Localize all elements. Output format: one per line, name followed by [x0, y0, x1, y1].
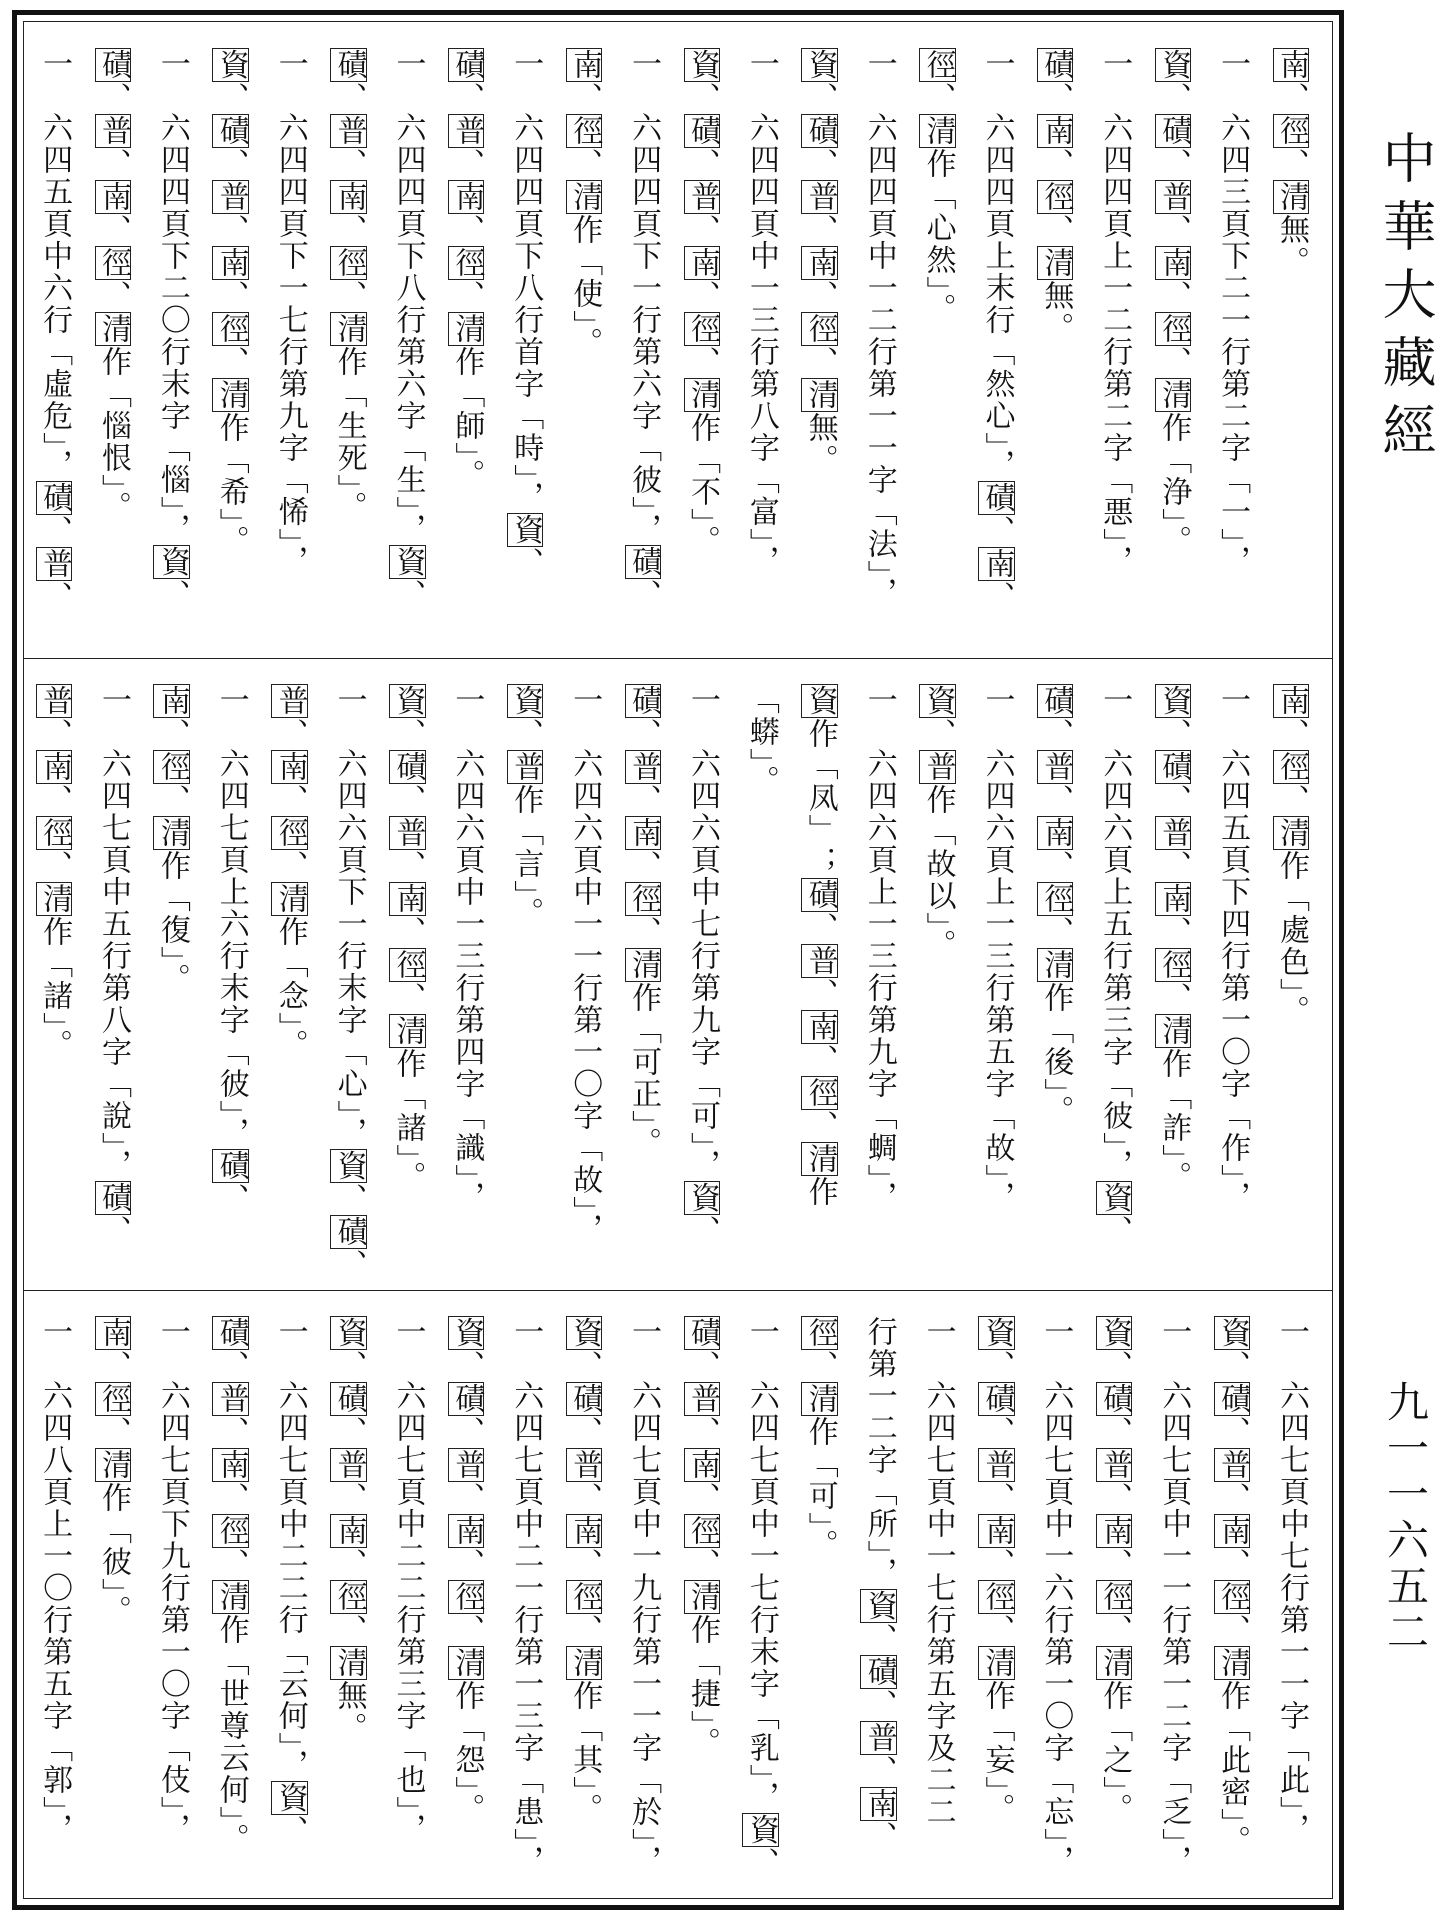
text-column [202, 684, 260, 1215]
text-column [202, 48, 260, 557]
column-text: 一 六四七頁中七行第一一字「此」， [1274, 1316, 1309, 1845]
column-text: 一 六四七頁上六行末字「彼」，磧、 [213, 684, 249, 1215]
panel-top [24, 22, 1332, 659]
text-column [25, 48, 83, 613]
text-column [84, 1316, 142, 1627]
column-text: 一 六四五頁下四行第一〇字「作」， [1215, 684, 1251, 1213]
text-column [496, 1316, 554, 1877]
text-column [614, 48, 672, 611]
panel-bottom [24, 1290, 1332, 1898]
text-column [673, 684, 731, 1247]
text-column [437, 48, 495, 491]
column-text: 磧、普、南、徑、清作「惱恨」。 [96, 49, 131, 523]
text-column [379, 1316, 437, 1845]
column-text: 磧、普、南、徑、清作「生死」。 [331, 49, 367, 523]
text-column [555, 1316, 613, 1825]
column-text: 一 六四六頁下一行末字「心」，資、磧、 [331, 684, 367, 1281]
text-column [1144, 684, 1202, 1193]
text-column [143, 48, 201, 611]
text-column [1085, 48, 1143, 577]
column-text: 一 六四七頁中二二行第三字「也」， [390, 1316, 426, 1845]
text-column [320, 48, 378, 523]
column-text: 一 六四四頁上一二行第二字「悪」， [1097, 48, 1133, 577]
column-text: 資作「凤」；磧、普、南、徑、清作 [802, 685, 838, 1208]
text-column [496, 684, 554, 929]
column-text: 資、磧、普、南、徑、清作「之」。 [1097, 1317, 1133, 1825]
text-column [1026, 48, 1084, 344]
column-text: 一 六四七頁中一六行第一〇字「忘」， [1038, 1316, 1074, 1877]
text-column [1085, 1316, 1143, 1825]
column-text: 普、南、徑、清作「念」。 [272, 685, 308, 1061]
text-column [320, 1316, 378, 1744]
text-column [143, 1316, 201, 1845]
column-text: 資、磧、普、南、徑、清作「妄」。 [979, 1317, 1015, 1825]
text-column [1085, 684, 1143, 1247]
text-column [614, 684, 672, 1159]
column-text: 一 六四三頁下二一行第二字「一」， [1215, 48, 1251, 577]
column-text: 一 六四五頁中六行「虛危」，磧、普、 [37, 48, 73, 613]
column-text: 磧、南、徑、清無。 [1038, 49, 1074, 344]
text-column [791, 684, 849, 1208]
column-text: 一 六四六頁上五行第三字「彼」，資、 [1097, 684, 1133, 1247]
text-column [850, 684, 908, 1213]
text-column [968, 1316, 1026, 1825]
text-column [1203, 48, 1261, 577]
text-column [850, 48, 908, 609]
text-column [437, 1316, 495, 1825]
text-column [1203, 1316, 1261, 1857]
column-text: 「蟒」。 [743, 684, 779, 797]
text-column [1203, 684, 1261, 1213]
column-text: 一 六四六頁上一三行第九字「蜩」， [861, 684, 897, 1213]
text-column [614, 1316, 672, 1877]
column-text: 資、磧、普、南、徑、清作「浄」。 [1156, 49, 1192, 557]
column-text: 一 六四四頁下二〇行末字「惱」，資、 [154, 48, 190, 611]
column-text: 資、磧、普、南、徑、清無。 [331, 1317, 367, 1744]
column-text: 行第一二字「所」，資、磧、普、南、 [861, 1316, 897, 1853]
text-column [379, 48, 437, 611]
column-text: 普、南、徑、清作「諸」。 [37, 685, 73, 1061]
column-text: 一 六四六頁中一一行第一〇字「故」， [567, 684, 603, 1245]
text-column [673, 48, 731, 557]
text-column [732, 1316, 790, 1879]
text-column [1262, 1316, 1320, 1845]
column-text: 一 六四七頁中一一行第一二字「乏」， [1156, 1316, 1192, 1877]
column-text: 資、磧、普、南、徑、清作「希」。 [213, 49, 249, 557]
column-text: 一 六四七頁中一九行第一一字「於」， [626, 1316, 662, 1877]
column-text: 南、徑、清作「復」。 [154, 685, 190, 995]
text-column [673, 1316, 731, 1759]
text-column [143, 684, 201, 995]
column-text: 資、磧、普、南、徑、清作「諸」。 [390, 685, 426, 1193]
column-text: 資、磧、普、南、徑、清作「其」。 [567, 1317, 603, 1825]
text-column [732, 684, 790, 797]
column-text: 資、磧、普、南、徑、清作「此密」。 [1215, 1317, 1251, 1857]
page-inner-frame [23, 21, 1333, 1899]
text-column [1144, 48, 1202, 557]
text-column [791, 48, 849, 476]
text-column [202, 1316, 260, 1855]
column-text: 一 六四七頁下九行第一〇字「伎」， [154, 1316, 190, 1845]
column-text: 南、徑、清無。 [1274, 49, 1309, 278]
text-column [555, 684, 613, 1245]
text-column [1262, 684, 1320, 1027]
text-column [1026, 1316, 1084, 1877]
column-text: 資、磧、普、南、徑、清作「詐」。 [1156, 685, 1192, 1193]
column-text: 一 六四四頁中一二行第一一字「法」， [861, 48, 897, 609]
column-text: 一 六四四頁上末行「然心」，磧、南、 [979, 48, 1015, 613]
text-column [968, 48, 1026, 613]
column-text: 資、普作「故以」。 [920, 685, 956, 961]
text-column [850, 1316, 908, 1853]
column-text: 南、徑、清作「使」。 [567, 49, 603, 359]
text-column [555, 48, 613, 359]
column-text: 磧、普、南、徑、清作「可正」。 [626, 685, 662, 1159]
column-text: 一 六四四頁下八行首字「時」，資、 [508, 48, 544, 579]
column-text: 磧、普、南、徑、清作「世尊云何」。 [213, 1317, 249, 1855]
column-text: 徑、清作「心然」。 [920, 49, 956, 325]
text-column [909, 1316, 967, 1828]
text-column [1144, 1316, 1202, 1877]
text-column [1262, 48, 1320, 278]
text-column [791, 1316, 849, 1561]
text-column [261, 1316, 319, 1847]
text-column [320, 684, 378, 1281]
text-column [437, 684, 495, 1213]
column-text: 一 六四四頁下一七行第九字「悕」， [272, 48, 308, 577]
column-text: 一 六四七頁中一七行第五字及二二 [920, 1316, 956, 1828]
column-text: 資、磧、普、南、徑、清無。 [802, 49, 838, 476]
column-text: 一 六四八頁上一〇行第五字「郭」， [37, 1316, 73, 1845]
text-column [732, 48, 790, 577]
column-text: 一 六四四頁下一行第六字「彼」，磧、 [626, 48, 662, 611]
panel-middle [24, 658, 1332, 1291]
text-column [25, 684, 83, 1061]
column-text: 磧、普、南、徑、清作「師」。 [449, 49, 485, 491]
column-text: 一 六四七頁中二二行「云何」，資、 [272, 1316, 308, 1847]
page-number: 九一一六五二 [1381, 1380, 1430, 1656]
column-text: 資、磧、普、南、徑、清作「怨」。 [449, 1317, 485, 1825]
column-text: 一 六四六頁中一三行第四字「識」， [449, 684, 485, 1213]
column-text: 南、徑、清作「處色」。 [1274, 685, 1309, 1027]
book-title: 中華大藏經 [1374, 130, 1437, 470]
text-column [909, 684, 967, 961]
text-column [84, 48, 142, 523]
text-column [496, 48, 554, 579]
column-text: 一 六四四頁下八行第六字「生」，資、 [390, 48, 426, 611]
column-text: 資、普作「言」。 [508, 685, 544, 929]
page-frame [12, 10, 1344, 1910]
text-column [909, 48, 967, 325]
column-text: 一 六四七頁中五行第八字「說」，磧、 [96, 684, 131, 1247]
text-column [968, 684, 1026, 1213]
column-text: 南、徑、清作「彼」。 [96, 1317, 131, 1627]
column-text: 一 六四四頁中一三行第八字「富」， [743, 48, 779, 577]
column-text: 徑、清作「可」。 [802, 1317, 838, 1561]
text-column [84, 684, 142, 1247]
column-text: 一 六四六頁中七行第九字「可」，資、 [685, 684, 720, 1247]
column-text: 資、磧、普、南、徑、清作「不」。 [685, 49, 720, 557]
text-column [1026, 684, 1084, 1127]
text-column [261, 48, 319, 577]
column-text: 磧、普、南、徑、清作「後」。 [1038, 685, 1074, 1127]
text-column [25, 1316, 83, 1845]
column-text: 一 六四七頁中一七行末字「乳」，資、 [743, 1316, 779, 1879]
text-column [261, 684, 319, 1061]
column-text: 磧、普、南、徑、清作「捷」。 [685, 1317, 720, 1759]
column-text: 一 六四七頁中二一行第一三字「患」， [508, 1316, 544, 1877]
column-text: 一 六四六頁上一三行第五字「故」， [979, 684, 1015, 1213]
text-column [379, 684, 437, 1193]
